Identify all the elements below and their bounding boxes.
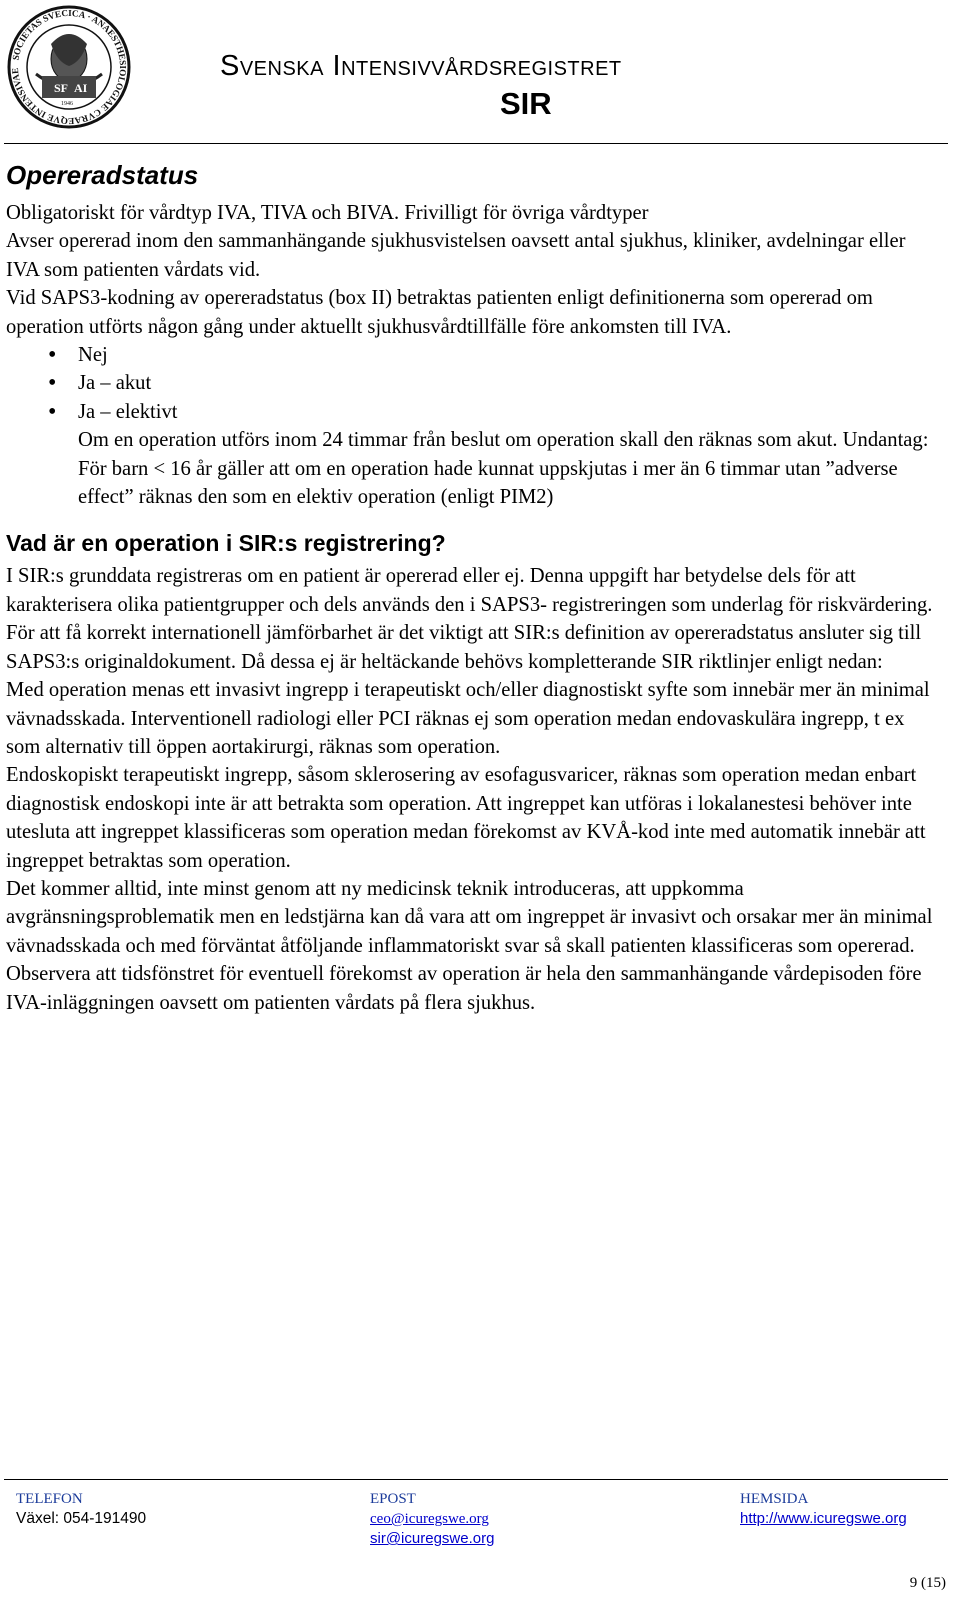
paragraph: Med operation menas ett invasivt ingrepp i terapeutiskt och/eller diagnostiskt syfte som innebär mer än minimal vävnadsskada. Interventionell radiologi eller PCI räknas ej som operation medan endovaskulära ingrepp, t ex som alternativ till öppen aortakirurgi, räknas som operation. [6, 679, 930, 758]
list-item: • Nej [78, 341, 941, 369]
footer-phone-label: TELEFON [16, 1491, 83, 1507]
logo-year: 1946 [61, 101, 73, 107]
acute-definition-note: Om en operation utförs inom 24 timmar från beslut om operation skall den räknas som akut. Undantag: För barn < 16 år gäller att om en operation hade kunnat uppskjutas i mer än 6 timmar utan ”adverse effect” räknas den som en elektiv operation (enligt PIM2) [78, 429, 929, 509]
footer-website [740, 1489, 907, 1529]
paragraph: Observera att tidsfönstret för eventuell förekomst av operation är hela den sammanhängande vårdepisoden före IVA-inläggningen oavsett om patienten vårdats på flera sjukhus. [6, 963, 922, 1014]
footer-divider [4, 1479, 948, 1480]
section-title-opereradstatus: Opereradstatus [6, 160, 199, 190]
organization-name: Svenska Intensivvårdsregistret [220, 50, 622, 82]
paragraph: I SIR:s grunddata registreras om en patient är opererad eller ej. Denna uppgift har betydelse dels för att karakterisera olika patientgrupper och dels används den i SAPS3- registreringen som underlag för riskvärdering. [6, 565, 933, 616]
section-title-operation-definition: Vad är en operation i SIR:s registrering? [6, 530, 446, 557]
paragraph: Avser opererad inom den sammanhängande sjukhusvistelsen oavsett antal sjukhus, kliniker, avdelningar eller IVA som patienten vårdats vid. [6, 230, 906, 281]
paragraph: För att få korrekt internationell jämförbarhet är det viktigt att SIR:s definition av opereradstatus ansluter sig till SAPS3:s originaldokument. Då dessa ej är heltäckande behövs kompletterande SIR riktlinjer enligt nedan: [6, 622, 922, 673]
page-number: 9 (15) [909, 1575, 946, 1591]
logo-ring-text: SOCIETAS SVECICA · ANAESTHESIOLOGIAE CVRAEQVE INTENSIVAE [9, 7, 129, 127]
paragraph: Endoskopiskt terapeutiskt ingrepp, såsom sklerosering av esofagusvaricer, räknas som operation medan enbart diagnostisk endoskopi inte är att betrakta som operation. Att ingreppet kan utföras i lokalanestesi behöver inte utesluta att ingreppet klassificeras som operation medan förekomst av KVÅ-kod inte med automatik innebär att ingreppet betraktas som operation. [6, 764, 926, 872]
paragraph: Obligatoriskt för vårdtyp IVA, TIVA och BIVA. Frivilligt för övriga vårdtyper [6, 202, 649, 224]
list-item: • Ja – akut [78, 369, 941, 397]
email-link-sir[interactable]: sir@icuregswe.org [370, 1530, 495, 1547]
list-item: • Ja – elektivt [78, 398, 941, 426]
footer-email [370, 1489, 494, 1549]
footer-email-label: EPOST [370, 1491, 416, 1507]
status-options-list [6, 341, 941, 426]
footer-phone [16, 1489, 146, 1529]
organization-abbreviation: SIR [500, 86, 552, 121]
page-header [0, 0, 960, 148]
document-body [6, 158, 941, 1017]
website-link[interactable]: http://www.icuregswe.org [740, 1510, 907, 1527]
footer-phone-value: Växel: 054-191490 [16, 1510, 147, 1527]
email-link-ceo[interactable]: ceo@icuregswe.org [370, 1511, 489, 1527]
society-logo [6, 4, 132, 130]
logo-initials-left: SF [54, 81, 69, 95]
paragraph: Det kommer alltid, inte minst genom att ny medicinsk teknik introduceras, att uppkomma avgränsningsproblematik men en ledstjärna kan då vara att om ingreppet är invasivt och orsakar mer än minimal vävnadsskada och med förväntat åtföljande inflammatoriskt svar så skall patienten klassificeras som opererad. [6, 877, 933, 957]
header-divider [4, 143, 948, 144]
paragraph: Vid SAPS3-kodning av opereradstatus (box II) betraktas patienten enligt definitionerna som opererad om operation utförts någon gång under aktuellt sjukhusvårdtillfälle före ankomsten till IVA. [6, 287, 873, 338]
logo-initials-right: AI [74, 81, 88, 95]
footer-website-label: HEMSIDA [740, 1491, 809, 1507]
